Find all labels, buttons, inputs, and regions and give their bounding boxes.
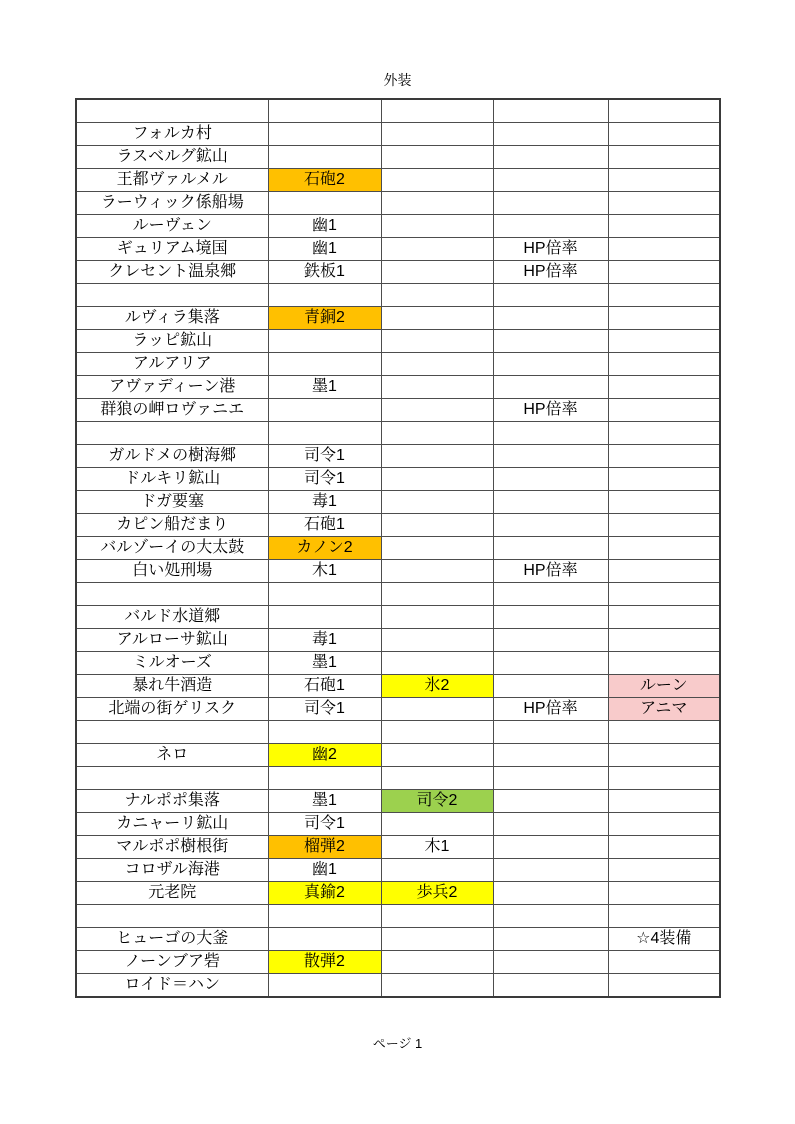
- location-cell: [76, 99, 268, 123]
- value-cell: 毒1: [268, 629, 381, 652]
- value-cell: [381, 238, 493, 261]
- value-cell: 司令1: [268, 698, 381, 721]
- table-row: [76, 974, 720, 998]
- value-cell: [608, 445, 720, 468]
- location-cell: ガルドメの樹海郷: [76, 445, 268, 468]
- table-row: [76, 146, 720, 169]
- table-row: [76, 744, 720, 767]
- value-cell: [608, 606, 720, 629]
- location-cell: ネロ: [76, 744, 268, 767]
- location-cell: コロザル海港: [76, 859, 268, 882]
- value-cell: [381, 698, 493, 721]
- value-cell: 歩兵2: [381, 882, 493, 905]
- table-row: [76, 721, 720, 744]
- value-cell: 司令2: [381, 790, 493, 813]
- value-cell: [608, 146, 720, 169]
- location-cell: 王都ヴァルメル: [76, 169, 268, 192]
- value-cell: [268, 606, 381, 629]
- value-cell: [381, 951, 493, 974]
- value-cell: [608, 514, 720, 537]
- table-row: [76, 583, 720, 606]
- value-cell: [268, 192, 381, 215]
- value-cell: [493, 146, 608, 169]
- value-cell: 氷2: [381, 675, 493, 698]
- value-cell: [493, 790, 608, 813]
- value-cell: [268, 928, 381, 951]
- table-row: [76, 215, 720, 238]
- value-cell: [608, 813, 720, 836]
- table-row: [76, 813, 720, 836]
- value-cell: 木1: [381, 836, 493, 859]
- value-cell: [493, 744, 608, 767]
- value-cell: [381, 652, 493, 675]
- location-cell: フォルカ村: [76, 123, 268, 146]
- location-cell: 元老院: [76, 882, 268, 905]
- table-row: [76, 330, 720, 353]
- value-cell: [268, 330, 381, 353]
- location-cell: 暴れ牛酒造: [76, 675, 268, 698]
- table-row: [76, 192, 720, 215]
- value-cell: [381, 629, 493, 652]
- value-cell: [493, 951, 608, 974]
- value-cell: [381, 606, 493, 629]
- value-cell: [493, 169, 608, 192]
- value-cell: [493, 330, 608, 353]
- value-cell: [608, 537, 720, 560]
- value-cell: [381, 215, 493, 238]
- table-row: [76, 445, 720, 468]
- value-cell: [608, 882, 720, 905]
- location-cell: ナルポポ集落: [76, 790, 268, 813]
- value-cell: [493, 192, 608, 215]
- table-row: [76, 928, 720, 951]
- value-cell: [268, 767, 381, 790]
- value-cell: [608, 629, 720, 652]
- location-cell: ルーヴェン: [76, 215, 268, 238]
- table-row: [76, 99, 720, 123]
- table-row: [76, 537, 720, 560]
- value-cell: [608, 422, 720, 445]
- value-cell: [493, 652, 608, 675]
- value-cell: [608, 859, 720, 882]
- value-cell: [381, 422, 493, 445]
- location-cell: 北端の街ゲリスク: [76, 698, 268, 721]
- value-cell: [381, 813, 493, 836]
- value-cell: [381, 123, 493, 146]
- value-cell: [381, 192, 493, 215]
- value-cell: [608, 468, 720, 491]
- value-cell: 散弾2: [268, 951, 381, 974]
- location-cell: ルヴィラ集落: [76, 307, 268, 330]
- value-cell: 墨1: [268, 790, 381, 813]
- location-cell: ミルオーズ: [76, 652, 268, 675]
- table-row: [76, 376, 720, 399]
- location-cell: [76, 905, 268, 928]
- value-cell: [608, 376, 720, 399]
- location-cell: クレセント温泉郷: [76, 261, 268, 284]
- value-cell: [381, 284, 493, 307]
- value-cell: カノン2: [268, 537, 381, 560]
- value-cell: [268, 146, 381, 169]
- value-cell: [608, 330, 720, 353]
- value-cell: ☆4装備: [608, 928, 720, 951]
- value-cell: [268, 422, 381, 445]
- table-row: [76, 951, 720, 974]
- value-cell: [608, 951, 720, 974]
- table-row: [76, 284, 720, 307]
- table-row: [76, 514, 720, 537]
- value-cell: [608, 123, 720, 146]
- location-cell: カニャーリ鉱山: [76, 813, 268, 836]
- equipment-table: [75, 98, 721, 998]
- table-row: [76, 629, 720, 652]
- value-cell: [268, 123, 381, 146]
- location-cell: ドルキリ鉱山: [76, 468, 268, 491]
- value-cell: [493, 215, 608, 238]
- value-cell: [608, 261, 720, 284]
- table-row: [76, 698, 720, 721]
- value-cell: [381, 514, 493, 537]
- value-cell: [493, 99, 608, 123]
- value-cell: [608, 169, 720, 192]
- value-cell: [268, 721, 381, 744]
- location-cell: カピン船だまり: [76, 514, 268, 537]
- location-cell: マルポポ樹根街: [76, 836, 268, 859]
- table-row: [76, 169, 720, 192]
- value-cell: [493, 514, 608, 537]
- value-cell: [608, 307, 720, 330]
- location-cell: バルゾーイの大太鼓: [76, 537, 268, 560]
- table-row: [76, 836, 720, 859]
- location-cell: 群狼の岬ロヴァニエ: [76, 399, 268, 422]
- value-cell: 鉄板1: [268, 261, 381, 284]
- value-cell: [493, 675, 608, 698]
- value-cell: 幽1: [268, 238, 381, 261]
- value-cell: HP倍率: [493, 698, 608, 721]
- value-cell: [608, 215, 720, 238]
- value-cell: [493, 836, 608, 859]
- table-row: [76, 307, 720, 330]
- table-row: [76, 468, 720, 491]
- value-cell: [493, 583, 608, 606]
- value-cell: [381, 767, 493, 790]
- table-row: [76, 261, 720, 284]
- location-cell: ラーウィック係船場: [76, 192, 268, 215]
- value-cell: [381, 721, 493, 744]
- value-cell: [268, 99, 381, 123]
- location-cell: ヒューゴの大釜: [76, 928, 268, 951]
- value-cell: [493, 629, 608, 652]
- value-cell: [608, 744, 720, 767]
- value-cell: [381, 330, 493, 353]
- value-cell: 青銅2: [268, 307, 381, 330]
- value-cell: アニマ: [608, 698, 720, 721]
- value-cell: 真鍮2: [268, 882, 381, 905]
- value-cell: [608, 905, 720, 928]
- table-row: [76, 905, 720, 928]
- table-row: [76, 606, 720, 629]
- value-cell: 司令1: [268, 813, 381, 836]
- value-cell: [493, 859, 608, 882]
- value-cell: [381, 974, 493, 998]
- value-cell: ルーン: [608, 675, 720, 698]
- value-cell: 木1: [268, 560, 381, 583]
- table-row: [76, 491, 720, 514]
- value-cell: [268, 284, 381, 307]
- value-cell: 幽1: [268, 859, 381, 882]
- value-cell: [608, 767, 720, 790]
- value-cell: [381, 928, 493, 951]
- value-cell: [493, 905, 608, 928]
- value-cell: 司令1: [268, 468, 381, 491]
- value-cell: [493, 284, 608, 307]
- value-cell: [493, 928, 608, 951]
- value-cell: [381, 859, 493, 882]
- value-cell: [493, 813, 608, 836]
- value-cell: [268, 583, 381, 606]
- value-cell: [608, 652, 720, 675]
- value-cell: [381, 445, 493, 468]
- value-cell: [608, 284, 720, 307]
- value-cell: [381, 376, 493, 399]
- location-cell: ラッピ鉱山: [76, 330, 268, 353]
- location-cell: アヴァディーン港: [76, 376, 268, 399]
- value-cell: [493, 537, 608, 560]
- value-cell: [268, 353, 381, 376]
- table-row: [76, 353, 720, 376]
- location-cell: ドガ要塞: [76, 491, 268, 514]
- location-cell: [76, 583, 268, 606]
- value-cell: [381, 399, 493, 422]
- value-cell: [608, 583, 720, 606]
- location-cell: アルアリア: [76, 353, 268, 376]
- page-number-footer: ページ 1: [372, 1036, 423, 1051]
- value-cell: [493, 606, 608, 629]
- table-row: [76, 652, 720, 675]
- value-cell: [608, 560, 720, 583]
- location-cell: ノーンブア砦: [76, 951, 268, 974]
- value-cell: [608, 836, 720, 859]
- value-cell: [608, 721, 720, 744]
- value-cell: [493, 353, 608, 376]
- location-cell: ギュリアム境国: [76, 238, 268, 261]
- location-cell: アルローサ鉱山: [76, 629, 268, 652]
- value-cell: [381, 307, 493, 330]
- value-cell: [493, 491, 608, 514]
- value-cell: [381, 583, 493, 606]
- value-cell: [493, 445, 608, 468]
- value-cell: [608, 353, 720, 376]
- table-row: [76, 767, 720, 790]
- value-cell: [608, 491, 720, 514]
- value-cell: [608, 238, 720, 261]
- value-cell: HP倍率: [493, 560, 608, 583]
- value-cell: 墨1: [268, 652, 381, 675]
- table-row: [76, 238, 720, 261]
- value-cell: [381, 169, 493, 192]
- value-cell: 墨1: [268, 376, 381, 399]
- value-cell: [381, 744, 493, 767]
- value-cell: [493, 882, 608, 905]
- table-row: [76, 399, 720, 422]
- value-cell: [608, 192, 720, 215]
- value-cell: [268, 905, 381, 928]
- table-row: [76, 123, 720, 146]
- location-cell: ロイド＝ハン: [76, 974, 268, 998]
- value-cell: [493, 376, 608, 399]
- value-cell: [493, 422, 608, 445]
- value-cell: HP倍率: [493, 399, 608, 422]
- value-cell: 幽1: [268, 215, 381, 238]
- location-cell: [76, 721, 268, 744]
- sheet-title: 外装: [383, 72, 412, 88]
- location-cell: 白い処刑場: [76, 560, 268, 583]
- value-cell: HP倍率: [493, 238, 608, 261]
- value-cell: [608, 790, 720, 813]
- value-cell: [608, 399, 720, 422]
- value-cell: [608, 974, 720, 998]
- value-cell: [493, 307, 608, 330]
- value-cell: 石砲1: [268, 514, 381, 537]
- equipment-table-grid: [75, 98, 721, 998]
- value-cell: 幽2: [268, 744, 381, 767]
- value-cell: 毒1: [268, 491, 381, 514]
- value-cell: [608, 99, 720, 123]
- table-row: [76, 882, 720, 905]
- value-cell: [493, 123, 608, 146]
- location-cell: バルド水道郷: [76, 606, 268, 629]
- table-row: [76, 859, 720, 882]
- value-cell: [381, 560, 493, 583]
- value-cell: [381, 537, 493, 560]
- value-cell: 石砲1: [268, 675, 381, 698]
- value-cell: 司令1: [268, 445, 381, 468]
- value-cell: [381, 353, 493, 376]
- value-cell: [268, 974, 381, 998]
- equipment-table-body: [76, 99, 720, 997]
- location-cell: ラスベルグ鉱山: [76, 146, 268, 169]
- location-cell: [76, 284, 268, 307]
- value-cell: [381, 905, 493, 928]
- table-row: [76, 790, 720, 813]
- location-cell: [76, 422, 268, 445]
- value-cell: 榴弾2: [268, 836, 381, 859]
- value-cell: [268, 399, 381, 422]
- table-row: [76, 675, 720, 698]
- value-cell: [381, 491, 493, 514]
- value-cell: [381, 99, 493, 123]
- value-cell: [493, 468, 608, 491]
- value-cell: [381, 261, 493, 284]
- value-cell: [493, 767, 608, 790]
- table-row: [76, 422, 720, 445]
- value-cell: HP倍率: [493, 261, 608, 284]
- value-cell: [381, 146, 493, 169]
- value-cell: [381, 468, 493, 491]
- location-cell: [76, 767, 268, 790]
- table-row: [76, 560, 720, 583]
- value-cell: [493, 721, 608, 744]
- value-cell: 石砲2: [268, 169, 381, 192]
- value-cell: [493, 974, 608, 998]
